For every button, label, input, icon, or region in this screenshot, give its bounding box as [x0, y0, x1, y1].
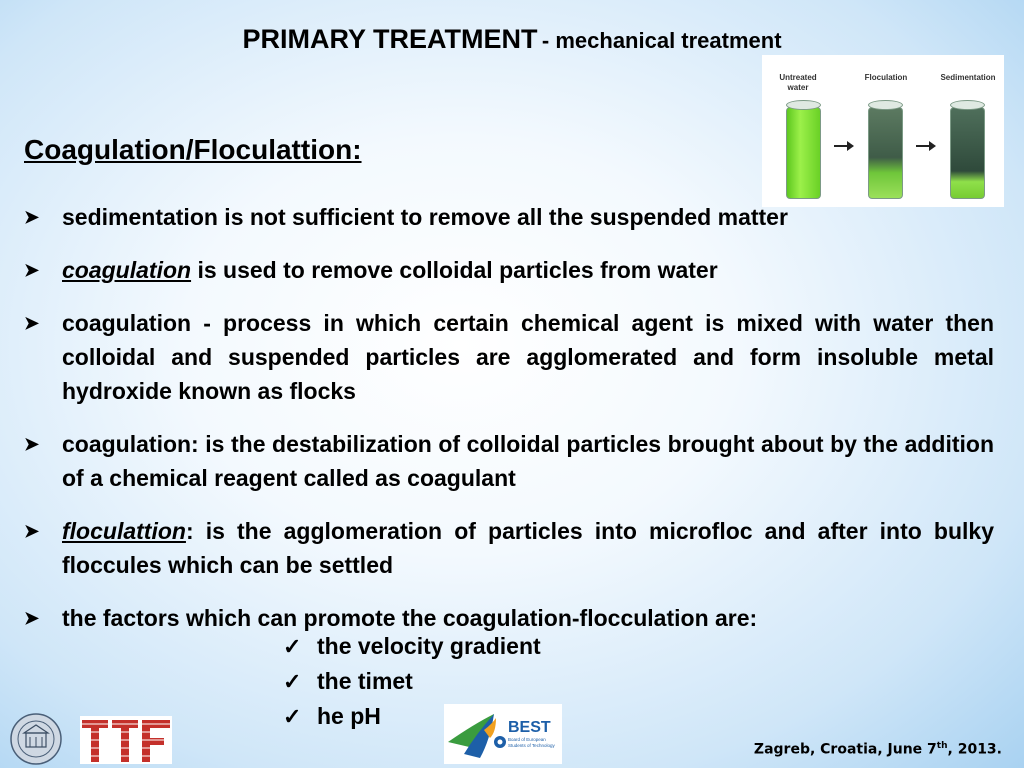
arrow-bullet-icon: ➤ [24, 313, 40, 333]
best-logo [444, 704, 562, 764]
treatment-figure [762, 55, 1004, 207]
arrow-bullet-icon: ➤ [24, 207, 40, 227]
arrow-icon [834, 141, 854, 151]
section-heading: Coagulation/Floculattion: [24, 134, 362, 165]
bullet-item [24, 306, 994, 408]
arrow-icon [916, 141, 936, 151]
checklist-item [283, 629, 541, 664]
footer-tail: , 2013. [947, 741, 1002, 758]
best-logo-name: BEST [508, 719, 551, 736]
bullet-list [24, 200, 994, 635]
checklist-text: he pH [317, 703, 381, 729]
cylinder-untreated [786, 107, 821, 199]
footer-location-date [754, 741, 1002, 758]
checkmark-icon: ✓ [283, 634, 302, 659]
bullet-text: sedimentation is not sufficient to remove all the suspended matter [62, 204, 788, 230]
bullet-text: is used to remove colloidal particles from water [191, 257, 718, 283]
svg-text:Board of European: Board of European [508, 737, 546, 742]
checklist-text: the velocity gradient [317, 633, 541, 659]
bullet-item [24, 200, 994, 234]
bullet-text: : is the agglomeration of particles into microfloc and after into bulky floccules which can be settled [62, 518, 994, 578]
footer-sup: th [936, 741, 948, 751]
footer-text: Zagreb, Croatia, June 7 [753, 741, 937, 758]
checklist-item [283, 664, 541, 699]
checklist-text: the timet [317, 668, 413, 694]
arrow-bullet-icon: ➤ [24, 608, 40, 628]
checkmark-icon: ✓ [283, 669, 302, 694]
bullet-term: floculattion [62, 518, 186, 544]
title-sub: - mechanical treatment [541, 28, 782, 53]
bullet-item [24, 427, 994, 495]
checkmark-icon: ✓ [283, 704, 302, 729]
bullet-item [24, 253, 994, 287]
university-seal-logo [10, 713, 62, 765]
bullet-text: the factors which can promote the coagulation-flocculation are: [62, 605, 758, 631]
svg-text:Students of Technology: Students of Technology [508, 743, 555, 748]
cylinder-floculation [868, 107, 903, 199]
bullet-item [24, 514, 994, 582]
arrow-bullet-icon: ➤ [24, 434, 40, 454]
bullet-term: coagulation [62, 257, 192, 283]
cylinder-sedimentation [950, 107, 985, 199]
ttf-logo [80, 716, 172, 764]
bullet-text: coagulation: is the destabilization of colloidal particles brought about by the addition of a chemical reagent called as coagulant [62, 431, 994, 491]
slide-title [0, 24, 1024, 55]
figure-label-untreated: Untreated water [779, 73, 817, 92]
arrow-bullet-icon: ➤ [24, 521, 40, 541]
figure-label-floculation: Floculation [864, 73, 908, 82]
arrow-bullet-icon: ➤ [24, 260, 40, 280]
title-main: PRIMARY TREATMENT [242, 24, 538, 54]
bullet-text: coagulation - process in which certain chemical agent is mixed with water then colloidal and suspended particles are agglomerated and form insoluble metal hydroxide known as flocks [62, 310, 994, 404]
figure-label-sedimentation: Sedimentation [940, 73, 996, 82]
